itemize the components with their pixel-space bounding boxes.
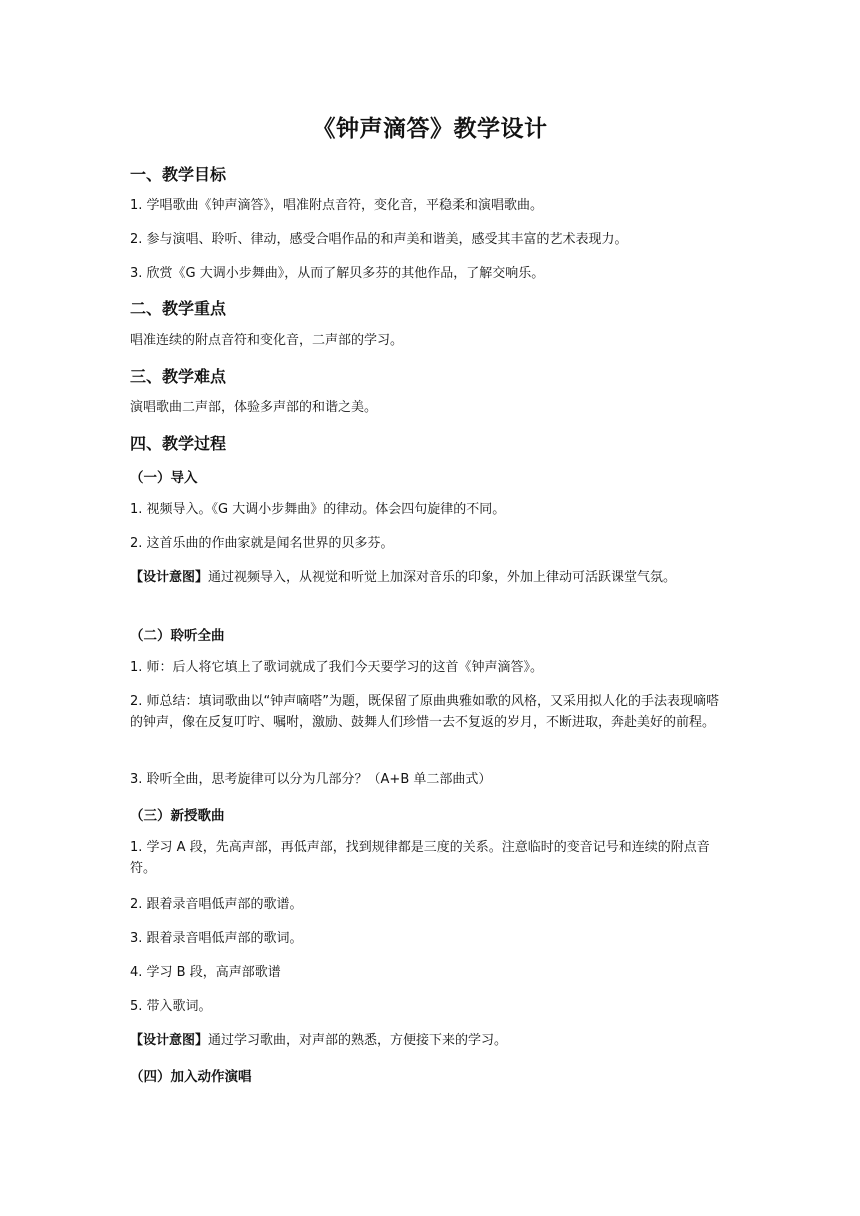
teach-item-4: 4. 学习 B 段，高声部歌谱 <box>130 965 281 980</box>
objective-item-3: 3. 欣赏《G 大调小步舞曲》，从而了解贝多芬的其他作品，了解交响乐。 <box>130 266 545 281</box>
subsection-heading-actions: （四）加入动作演唱 <box>130 1069 252 1085</box>
listen-item-2: 2. 师总结：填词歌曲以“钟声嘀嗒”为题，既保留了原曲典雅如歌的风格，又采用拟人化的手法表现嘀嗒的钟声，像在反复叮咛、嘱咐，激励、鼓舞人们珍惜一去不复返的岁月，不断进取，奔赴美好的前程。 <box>130 694 720 730</box>
intro-item-2: 2. 这首乐曲的作曲家就是闻名世界的贝多芬。 <box>130 536 394 551</box>
page-title: 《钟声滴答》教学设计 <box>312 116 548 142</box>
section-heading-objectives: 一、教学目标 <box>130 165 227 184</box>
listen-item-3: 3. 聆听全曲，思考旋律可以分为几部分？（A+B 单二部曲式） <box>130 772 492 787</box>
key-points-text: 唱准连续的附点音符和变化音，二声部的学习。 <box>130 333 404 348</box>
teach-item-3: 3. 跟着录音唱低声部的歌词。 <box>130 931 303 946</box>
teach-design-note <box>130 1030 730 1051</box>
intro-design-note <box>130 567 730 588</box>
design-note-tag: 【设计意图】 <box>130 1033 209 1048</box>
difficulties-text: 演唱歌曲二声部，体验多声部的和谐之美。 <box>130 400 378 415</box>
section-heading-key-points: 二、教学重点 <box>130 299 227 318</box>
teach-item-1: 1. 学习 A 段，先高声部，再低声部，找到规律都是三度的关系。注意临时的变音记号和连续的附点音符。 <box>130 840 710 876</box>
teach-item-5: 5. 带入歌词。 <box>130 999 212 1014</box>
teach-item-2: 2. 跟着录音唱低声部的歌谱。 <box>130 897 303 912</box>
intro-item-1: 1. 视频导入。《G 大调小步舞曲》的律动。体会四句旋律的不同。 <box>130 502 506 517</box>
subsection-heading-teach: （三）新授歌曲 <box>130 808 225 824</box>
subsection-heading-intro: （一）导入 <box>130 470 198 486</box>
objective-item-1: 1. 学唱歌曲《钟声滴答》，唱准附点音符，变化音，平稳柔和演唱歌曲。 <box>130 198 544 213</box>
section-heading-process: 四、教学过程 <box>130 434 227 453</box>
subsection-heading-listen: （二）聆听全曲 <box>130 628 225 644</box>
design-note-tag: 【设计意图】 <box>130 570 209 585</box>
design-note-text: 通过视频导入，从视觉和听觉上加深对音乐的印象，外加上律动可活跃课堂气氛。 <box>208 570 677 585</box>
design-note-text: 通过学习歌曲，对声部的熟悉，方便接下来的学习。 <box>208 1033 508 1048</box>
section-heading-difficulties: 三、教学难点 <box>130 367 227 386</box>
objective-item-2: 2. 参与演唱、聆听、律动，感受合唱作品的和声美和谐美，感受其丰富的艺术表现力。 <box>130 232 628 247</box>
listen-item-1: 1. 师：后人将它填上了歌词就成了我们今天要学习的这首《钟声滴答》。 <box>130 660 544 675</box>
